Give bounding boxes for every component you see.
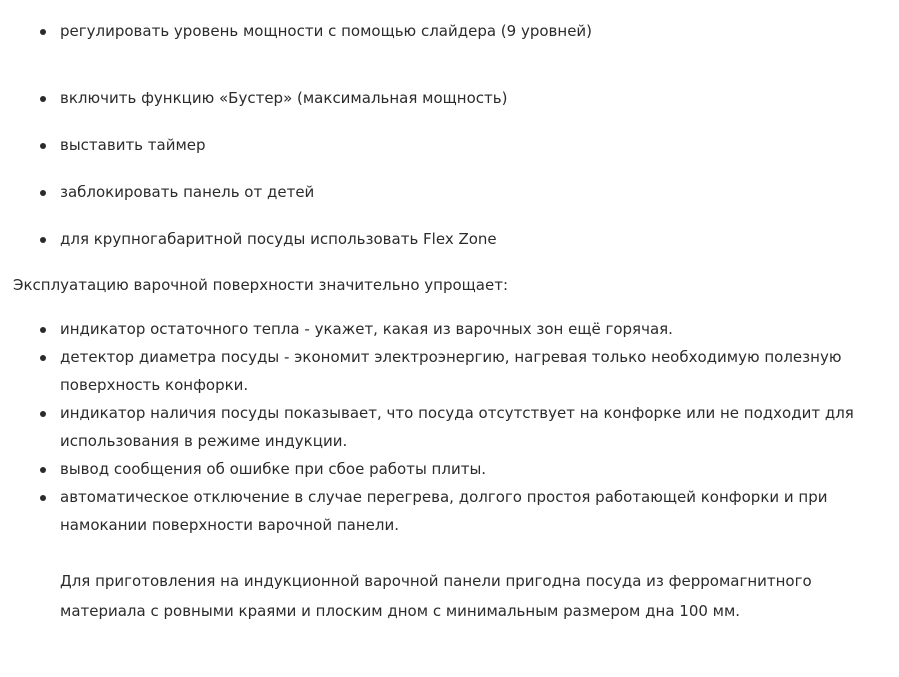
- list-item: заблокировать панель от детей: [0, 178, 592, 206]
- list-item: детектор диаметра посуды - экономит электроэнергию, нагревая только необходимую полезную поверхность конфорки.: [0, 343, 880, 399]
- list-item: регулировать уровень мощности с помощью слайдера (9 уровней): [0, 17, 592, 45]
- list-item: включить функцию «Бустер» (максимальная мощность): [0, 84, 592, 112]
- features-intro-text: Эксплуатацию варочной поверхности значительно упрощает:: [13, 276, 509, 294]
- list-item: индикатор остаточного тепла - укажет, какая из варочных зон ещё горячая.: [0, 315, 880, 343]
- list-item: выставить таймер: [0, 131, 592, 159]
- features-list: [0, 315, 899, 539]
- controls-list: [0, 17, 592, 272]
- list-item: автоматическое отключение в случае перегрева, долгого простоя работающей конфорки и при намокании поверхности варочной панели.: [0, 483, 880, 539]
- cookware-requirements-paragraph: Для приготовления на индукционной варочной панели пригодна посуда из ферромагнитного материала с ровными краями и плоским дном с минимальным размером дна 100 мм.: [60, 572, 812, 620]
- list-item: индикатор наличия посуды показывает, что посуда отсутствует на конфорке или не подходит для использования в режиме индукции.: [0, 399, 880, 455]
- list-item: вывод сообщения об ошибке при сбое работы плиты.: [0, 455, 880, 483]
- list-item: для крупногабаритной посуды использовать Flex Zone: [0, 225, 592, 253]
